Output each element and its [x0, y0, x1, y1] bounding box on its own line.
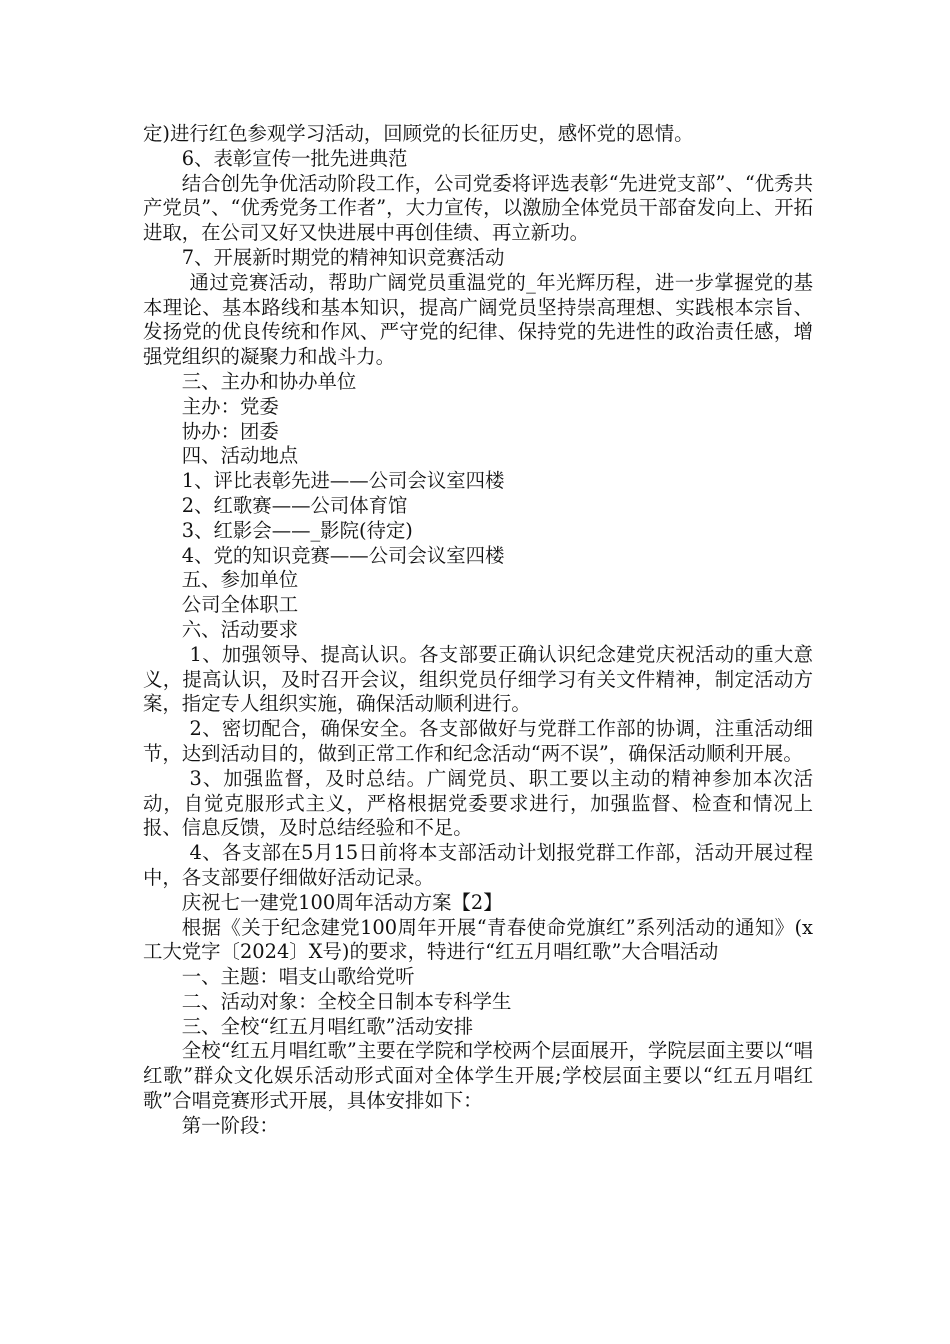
- paragraph: 定)进行红色参观学习活动，回顾党的长征历史，感怀党的恩情。: [143, 122, 694, 145]
- heading-item-6: 6、表彰宣传一批先进典范: [181, 146, 408, 170]
- section-heading: 一、主题：唱支山歌给党听: [181, 965, 415, 989]
- requirement-item: 1、加强领导、提高认识。各支部要正确认识纪念建党庆祝活动的重大意义，提高认识，及时召开会议，组织党员仔细学习有关文件精神，制定活动方案，指定专人组织实施，确保活动顺利进行。: [143, 642, 813, 716]
- paragraph: 公司全体职工: [181, 593, 299, 617]
- paragraph: 通过竞赛活动，帮助广阔党员重温党的_年光辉历程，进一步掌握党的基本理论、基本路线和基本知识，提高广阔党员坚持崇高理想、实践根本宗旨、发扬党的优良传统和作风、严守党的纪律、保持党的先进性的政治责任感，增强党组织的凝聚力和战斗力。: [143, 270, 813, 369]
- section-heading: 六、活动要求: [181, 617, 299, 641]
- section-heading: 三、全校“红五月唱红歌”活动安排: [181, 1014, 474, 1038]
- list-item: 4、党的知识竞赛——公司会议室四楼: [181, 543, 505, 567]
- paragraph: 结合创先争优活动阶段工作，公司党委将评选表彰“先进党支部”、“优秀共产党员”、“优秀党务工作者”，大力宣传，以激励全体党员干部奋发向上、开拓进取，在公司又好又快进展中再创佳绩、再立新功。: [143, 171, 813, 245]
- list-item: 2、红歌赛——公司体育馆: [181, 493, 408, 517]
- paragraph: 全校“红五月唱红歌”主要在学院和学校两个层面展开，学院层面主要以“唱红歌”群众文化娱乐活动形式面对全体学生开展;学校层面主要以“红五月唱红歌”合唱竞赛形式开展，具体安排如下：: [143, 1039, 813, 1113]
- stage-heading: 第一阶段：: [181, 1113, 279, 1137]
- organizer-line: 主办：党委: [181, 394, 279, 418]
- section-heading: 五、参加单位: [181, 568, 299, 592]
- document-page: [143, 122, 813, 1139]
- list-item: 3、红影会——_影院(待定): [181, 518, 413, 542]
- list-item: 1、评比表彰先进——公司会议室四楼: [181, 469, 505, 493]
- section-heading: 四、活动地点: [181, 444, 299, 468]
- section-heading: 三、主办和协办单位: [181, 369, 357, 393]
- section-heading: 二、活动对象：全校全日制本专科学生: [181, 989, 512, 1013]
- heading-item-7: 7、开展新时期党的精神知识竞赛活动: [181, 245, 505, 269]
- co-organizer-line: 协办：团委: [181, 419, 279, 443]
- requirement-item: 3、加强监督，及时总结。广阔党员、职工要以主动的精神参加本次活动，自觉克服形式主义，严格根据党委要求进行，加强监督、检查和情况上报、信息反馈，及时总结经验和不足。: [143, 766, 813, 840]
- paragraph: 根据《关于纪念建党100周年开展“青春使命党旗红”系列活动的通知》(x工大党字〔2024〕X号)的要求，特进行“红五月唱红歌”大合唱活动: [143, 915, 813, 964]
- document-subtitle: 庆祝七一建党100周年活动方案【2】: [181, 890, 503, 914]
- requirement-item: 4、各支部在5月15日前将本支部活动计划报党群工作部，活动开展过程中，各支部要仔细做好活动记录。: [143, 841, 813, 889]
- requirement-item: 2、密切配合，确保安全。各支部做好与党群工作部的协调，注重活动细节，达到活动目的，做到正常工作和纪念活动“两不误”，确保活动顺利开展。: [143, 717, 813, 765]
